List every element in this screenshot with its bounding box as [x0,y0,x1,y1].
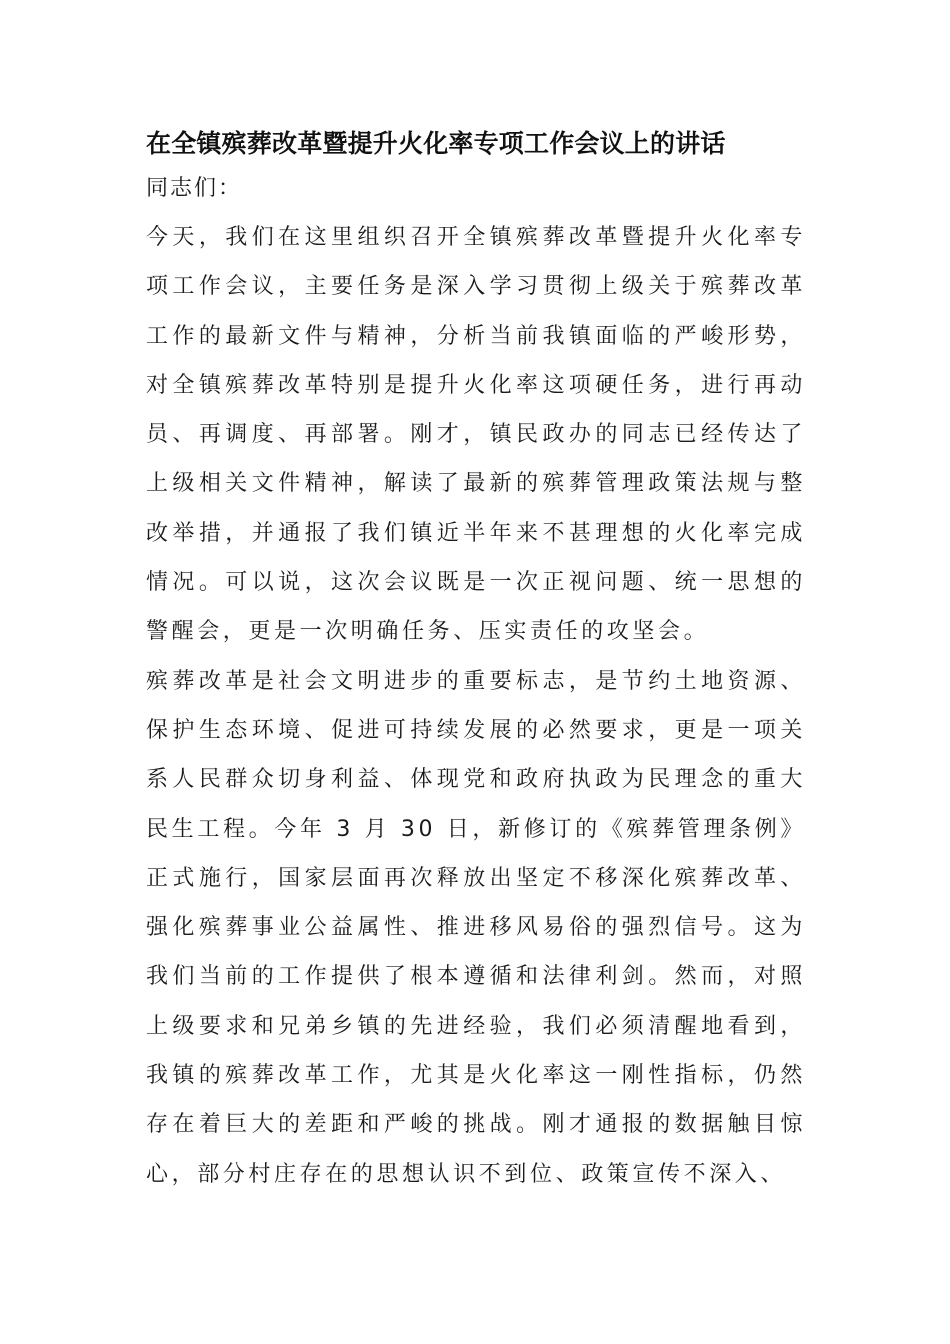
salutation: 同志们： [146,176,243,201]
document-body [146,124,806,1199]
paragraph-significance: 殡葬改革是社会文明进步的重要标志，是节约土地资源、保护生态环境、促进可持续发展的必然要求，更是一项关系人民群众切身利益、体现党和政府执政为民理念的重大民生工程。今年 3 月 30 日，新修订的《殡葬管理条例》正式施行，国家层面再次释放出坚定不移深化殡葬改革、强化殡葬事业公益属性、推进移风易俗的强烈信号。这为我们当前的工作提供了根本遵循和法律利剑。然而，对照上级要求和兄弟乡镇的先进经验，我们必须清醒地看到，我镇的殡葬改革工作，尤其是火化率这一刚性指标，仍然存在着巨大的差距和严峻的挑战。刚才通报的数据触目惊心，部分村庄存在的思想认识不到位、政策宣传不深入、 [146,668,806,1187]
paragraph-opening: 今天，我们在这里组织召开全镇殡葬改革暨提升火化率专项工作会议，主要任务是深入学习贯彻上级关于殡葬改革工作的最新文件与精神，分析当前我镇面临的严峻形势，对全镇殡葬改革特别是提升火化率这项硬任务，进行再动员、再调度、再部署。刚才，镇民政办的同志已经传达了上级相关文件精神，解读了最新的殡葬管理政策法规与整改举措，并通报了我们镇近半年来不甚理想的火化率完成情况。可以说，这次会议既是一次正视问题、统一思想的警醒会，更是一次明确任务、压实责任的攻坚会。 [146,225,806,645]
document-title: 在全镇殡葬改革暨提升火化率专项工作会议上的讲话 [146,129,726,158]
